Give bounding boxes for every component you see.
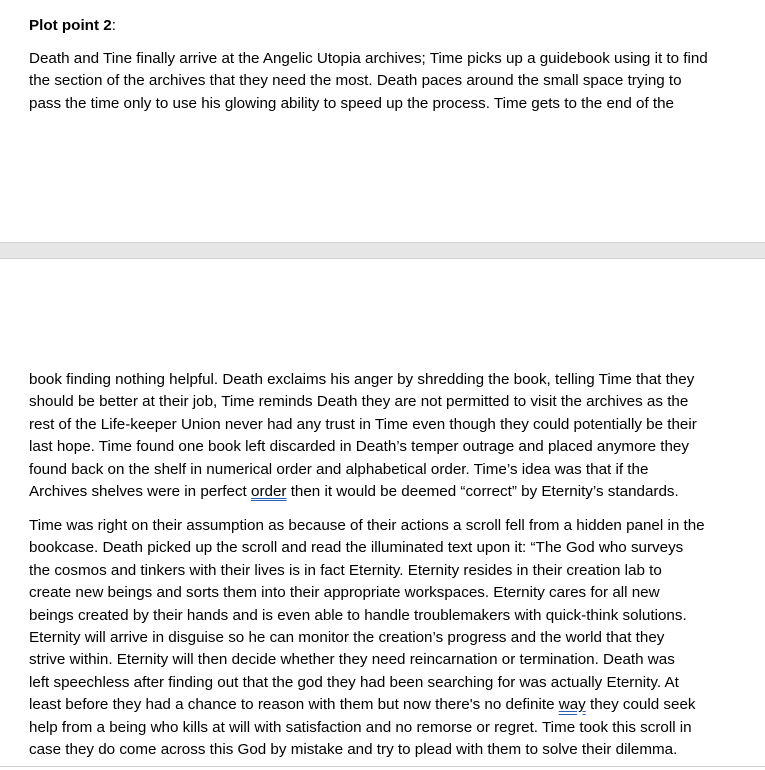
text-line: Time was right on their assumption as because of their actions a scroll fell from a hidden panel in the: [29, 517, 705, 534]
text-line: should be better at their job, Time reminds Death they are not permitted to visit the archives as the: [29, 393, 689, 411]
text-segment: least before they had a chance to reason with them but now there's no definite: [29, 696, 559, 714]
paragraph-2: [29, 515, 734, 761]
text-line: strive within. Eternity will then decide whether they need reincarnation or termination. Death was: [29, 651, 675, 669]
text-line: [29, 694, 734, 716]
text-line: pass the time only to use his glowing ability to speed up the process. Time gets to the end of the: [29, 94, 675, 112]
text-line: the cosmos and tinkers with their lives is in fact Eternity. Eternity resides in their creation lab to: [29, 561, 662, 579]
paragraph-1-page-2: [29, 369, 734, 503]
text-line: the section of the archives that they need the most. Death paces around the small space trying to: [29, 72, 682, 90]
text-line: create new beings and sorts them into their appropriate workspaces. Eternity cares for all new: [29, 584, 660, 602]
paragraph-1-page-1: [29, 48, 734, 115]
text-line: beings created by their hands and is even able to handle troublemakers with quick-think solutions.: [29, 606, 687, 624]
heading-label: Plot point 2: [29, 17, 112, 34]
text-line: case they do come across this God by mistake and try to plead with them to solve their dilemma.: [29, 740, 678, 758]
page-break-gap: [0, 242, 765, 259]
page-bottom-edge: [0, 766, 765, 767]
text-segment: they could seek: [585, 696, 696, 714]
text-segment: then it would be deemed “correct” by Eternity’s standards.: [286, 482, 679, 500]
document-page-1: [0, 0, 765, 242]
text-segment: Archives shelves were in perfect: [29, 482, 251, 500]
text-line: last hope. Time found one book left discarded in Death’s temper outrage and placed anymore they: [29, 438, 689, 456]
text-line: found back on the shelf in numerical order and alphabetical order. Time’s idea was that if the: [29, 460, 649, 478]
grammar-flagged-word[interactable]: order: [251, 482, 287, 500]
text-line: rest of the Life-keeper Union never had any trust in Time even though they could potentially be their: [29, 415, 697, 433]
document-page-2: [0, 259, 765, 770]
grammar-flagged-word[interactable]: way: [558, 696, 586, 714]
text-line: Death and Tine finally arrive at the Angelic Utopia archives; Time picks up a guidebook using it to find: [29, 50, 708, 67]
plot-point-heading: [29, 15, 116, 37]
text-line: [29, 481, 734, 503]
text-line: book finding nothing helpful. Death exclaims his anger by shredding the book, telling Time that they: [29, 371, 695, 388]
heading-colon: :: [111, 17, 116, 34]
text-line: Eternity will arrive in disguise so he can monitor the creation’s progress and the world that they: [29, 628, 665, 646]
text-line: help from a being who kills at will with satisfaction and no remorse or regret. Time took this scroll in: [29, 718, 692, 736]
text-line: left speechless after finding out that the god they had been searching for was actually Eternity. At: [29, 673, 679, 691]
text-line: bookcase. Death picked up the scroll and read the illuminated text upon it: “The God who surveys: [29, 539, 684, 557]
